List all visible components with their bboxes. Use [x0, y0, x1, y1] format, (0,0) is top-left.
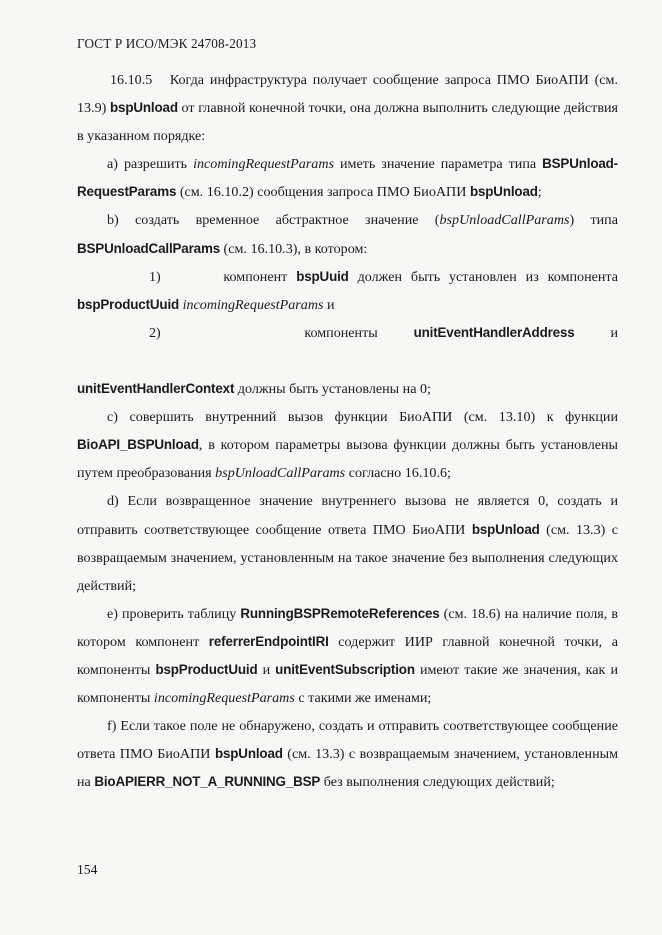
- item-label-e: e): [107, 605, 118, 622]
- item-label-d: d): [107, 493, 119, 510]
- clause-text-after: от главной конечной точки, она должна выполнить следующие действия в указанном порядке:: [77, 100, 619, 145]
- item-b-seg1: создать временное абстрактное значение (: [135, 212, 440, 229]
- list-item-c: [77, 403, 618, 487]
- term-bspuuid: bspUuid: [296, 268, 349, 284]
- term-bspunload-f: bspUnload: [214, 746, 283, 762]
- term-bspunload: bspUnload: [110, 100, 178, 116]
- list-item-e: [77, 600, 618, 712]
- item-1-seg2: должен быть установлен из компонента: [357, 268, 618, 285]
- item-2-seg3: должны быть установлены на 0;: [237, 381, 431, 398]
- term-bspproductuuid-1: bspProductUuid: [77, 296, 180, 312]
- item-2-seg2: и: [610, 324, 618, 341]
- list-item-f: [77, 712, 618, 796]
- term-bspproductuuid-e: bspProductUuid: [155, 661, 258, 677]
- list-item-b: [77, 206, 618, 262]
- list-item-2: [77, 319, 618, 403]
- item-e-seg6: с такими же именами;: [298, 690, 432, 707]
- item-label-a: a): [107, 156, 118, 173]
- item-f-seg1: Если такое поле не обнаружено, создать и отправить соответствующее сообщение ответа ПМО БиоАПИ: [77, 718, 619, 763]
- item-2-seg1: компоненты: [304, 324, 378, 341]
- item-e-seg5: имеют такие же значения, как и компоненты: [77, 661, 618, 707]
- item-b-seg3: (см. 16.10.3), в котором:: [223, 240, 368, 257]
- paragraph-clause-16-10-5: [77, 66, 618, 150]
- italic-bspunloadcallparams: bspUnloadCallParams: [439, 212, 570, 229]
- item-label-c: c): [107, 409, 118, 426]
- item-1-seg3: и: [327, 296, 335, 313]
- item-e-seg1: проверить таблицу: [122, 605, 237, 622]
- term-uniteventhandlercontext: unitEventHandlerContext: [77, 381, 235, 397]
- item-a-seg1: разрешить: [123, 156, 188, 173]
- term-bspunload-d: bspUnload: [471, 521, 540, 537]
- item-e-seg2: (см. 18.6) на наличие поля, в котором компонент: [77, 605, 618, 650]
- item-f-seg2: (см. 13.3) с возвращаемым значением, установленным на: [77, 746, 618, 791]
- term-bspunload-a: bspUnload: [469, 184, 538, 200]
- italic-incomingrequestparams-e: incomingRequestParams: [153, 690, 295, 707]
- item-label-2: 2): [149, 324, 161, 341]
- item-c-seg1: совершить внутренний вызов функции БиоАПИ (см. 13.10) к функции: [129, 409, 618, 426]
- italic-bspunloadcallparams-c: bspUnloadCallParams: [215, 465, 346, 482]
- list-item-a: [77, 150, 618, 206]
- term-bspunloadcallparams: BSPUnloadCallParams: [77, 240, 221, 256]
- clause-number: 16.10.5: [110, 72, 153, 88]
- item-d-seg1: Если возвращенное значение внутреннего вызова не является 0, создать и отправить соответствующее сообщение ответа ПМО БиоАПИ: [77, 493, 618, 538]
- item-b-seg2: ) типа: [569, 212, 618, 229]
- list-item-1: [77, 263, 618, 319]
- term-runningbspremotereferences: RunningBSPRemoteReferences: [240, 605, 440, 621]
- term-bioapi-bspunload: BioAPI_BSPUnload: [77, 437, 199, 453]
- term-bioapierr-not-a-running-bsp: BioAPIERR_NOT_A_RUNNING_BSP: [94, 774, 321, 790]
- body-text-column: [77, 66, 618, 796]
- list-item-d: [77, 487, 618, 599]
- running-header: ГОСТ Р ИСО/МЭК 24708-2013: [77, 36, 257, 51]
- item-f-seg3: без выполнения следующих действий;: [323, 774, 555, 791]
- item-c-seg3: согласно 16.10.6;: [348, 465, 451, 482]
- item-label-f: f): [107, 718, 117, 735]
- italic-incomingrequestparams-1: incomingRequestParams: [182, 296, 324, 313]
- item-label-b: b): [107, 212, 119, 229]
- term-referrerendpointiri: referrerEndpointIRI: [208, 633, 329, 649]
- item-1-seg1: компонент: [223, 268, 288, 285]
- item-e-seg4: и: [262, 661, 271, 678]
- term-bspunload-requestparams: BSPUnload-RequestParams: [77, 156, 618, 200]
- page-number: 154: [77, 862, 98, 877]
- item-a-seg4: ;: [537, 184, 542, 201]
- term-uniteventsubscription: unitEventSubscription: [275, 661, 415, 677]
- item-label-1: 1): [149, 268, 161, 285]
- item-c-seg2: , в котором параметры вызова функции должны быть установлены путем преобразования: [77, 437, 618, 482]
- item-d-seg2: (см. 13.3) с возвращаемым значением, установленным на такое значение без выполнения следующих действий;: [77, 521, 619, 594]
- item-a-seg2: иметь значение параметра типа: [339, 156, 537, 173]
- item-a-seg3: (см. 16.10.2) сообщения запроса ПМО БиоАПИ: [179, 184, 467, 201]
- italic-incomingrequestparams: incomingRequestParams: [193, 156, 334, 173]
- item-e-seg3: содержит ИИР главной конечной точки, а компоненты: [77, 633, 618, 678]
- clause-text-before: Когда инфраструктура получает сообщение запроса ПМО БиоАПИ (см. 13.9): [77, 72, 618, 117]
- term-uniteventhandleraddress: unitEventHandlerAddress: [413, 324, 575, 340]
